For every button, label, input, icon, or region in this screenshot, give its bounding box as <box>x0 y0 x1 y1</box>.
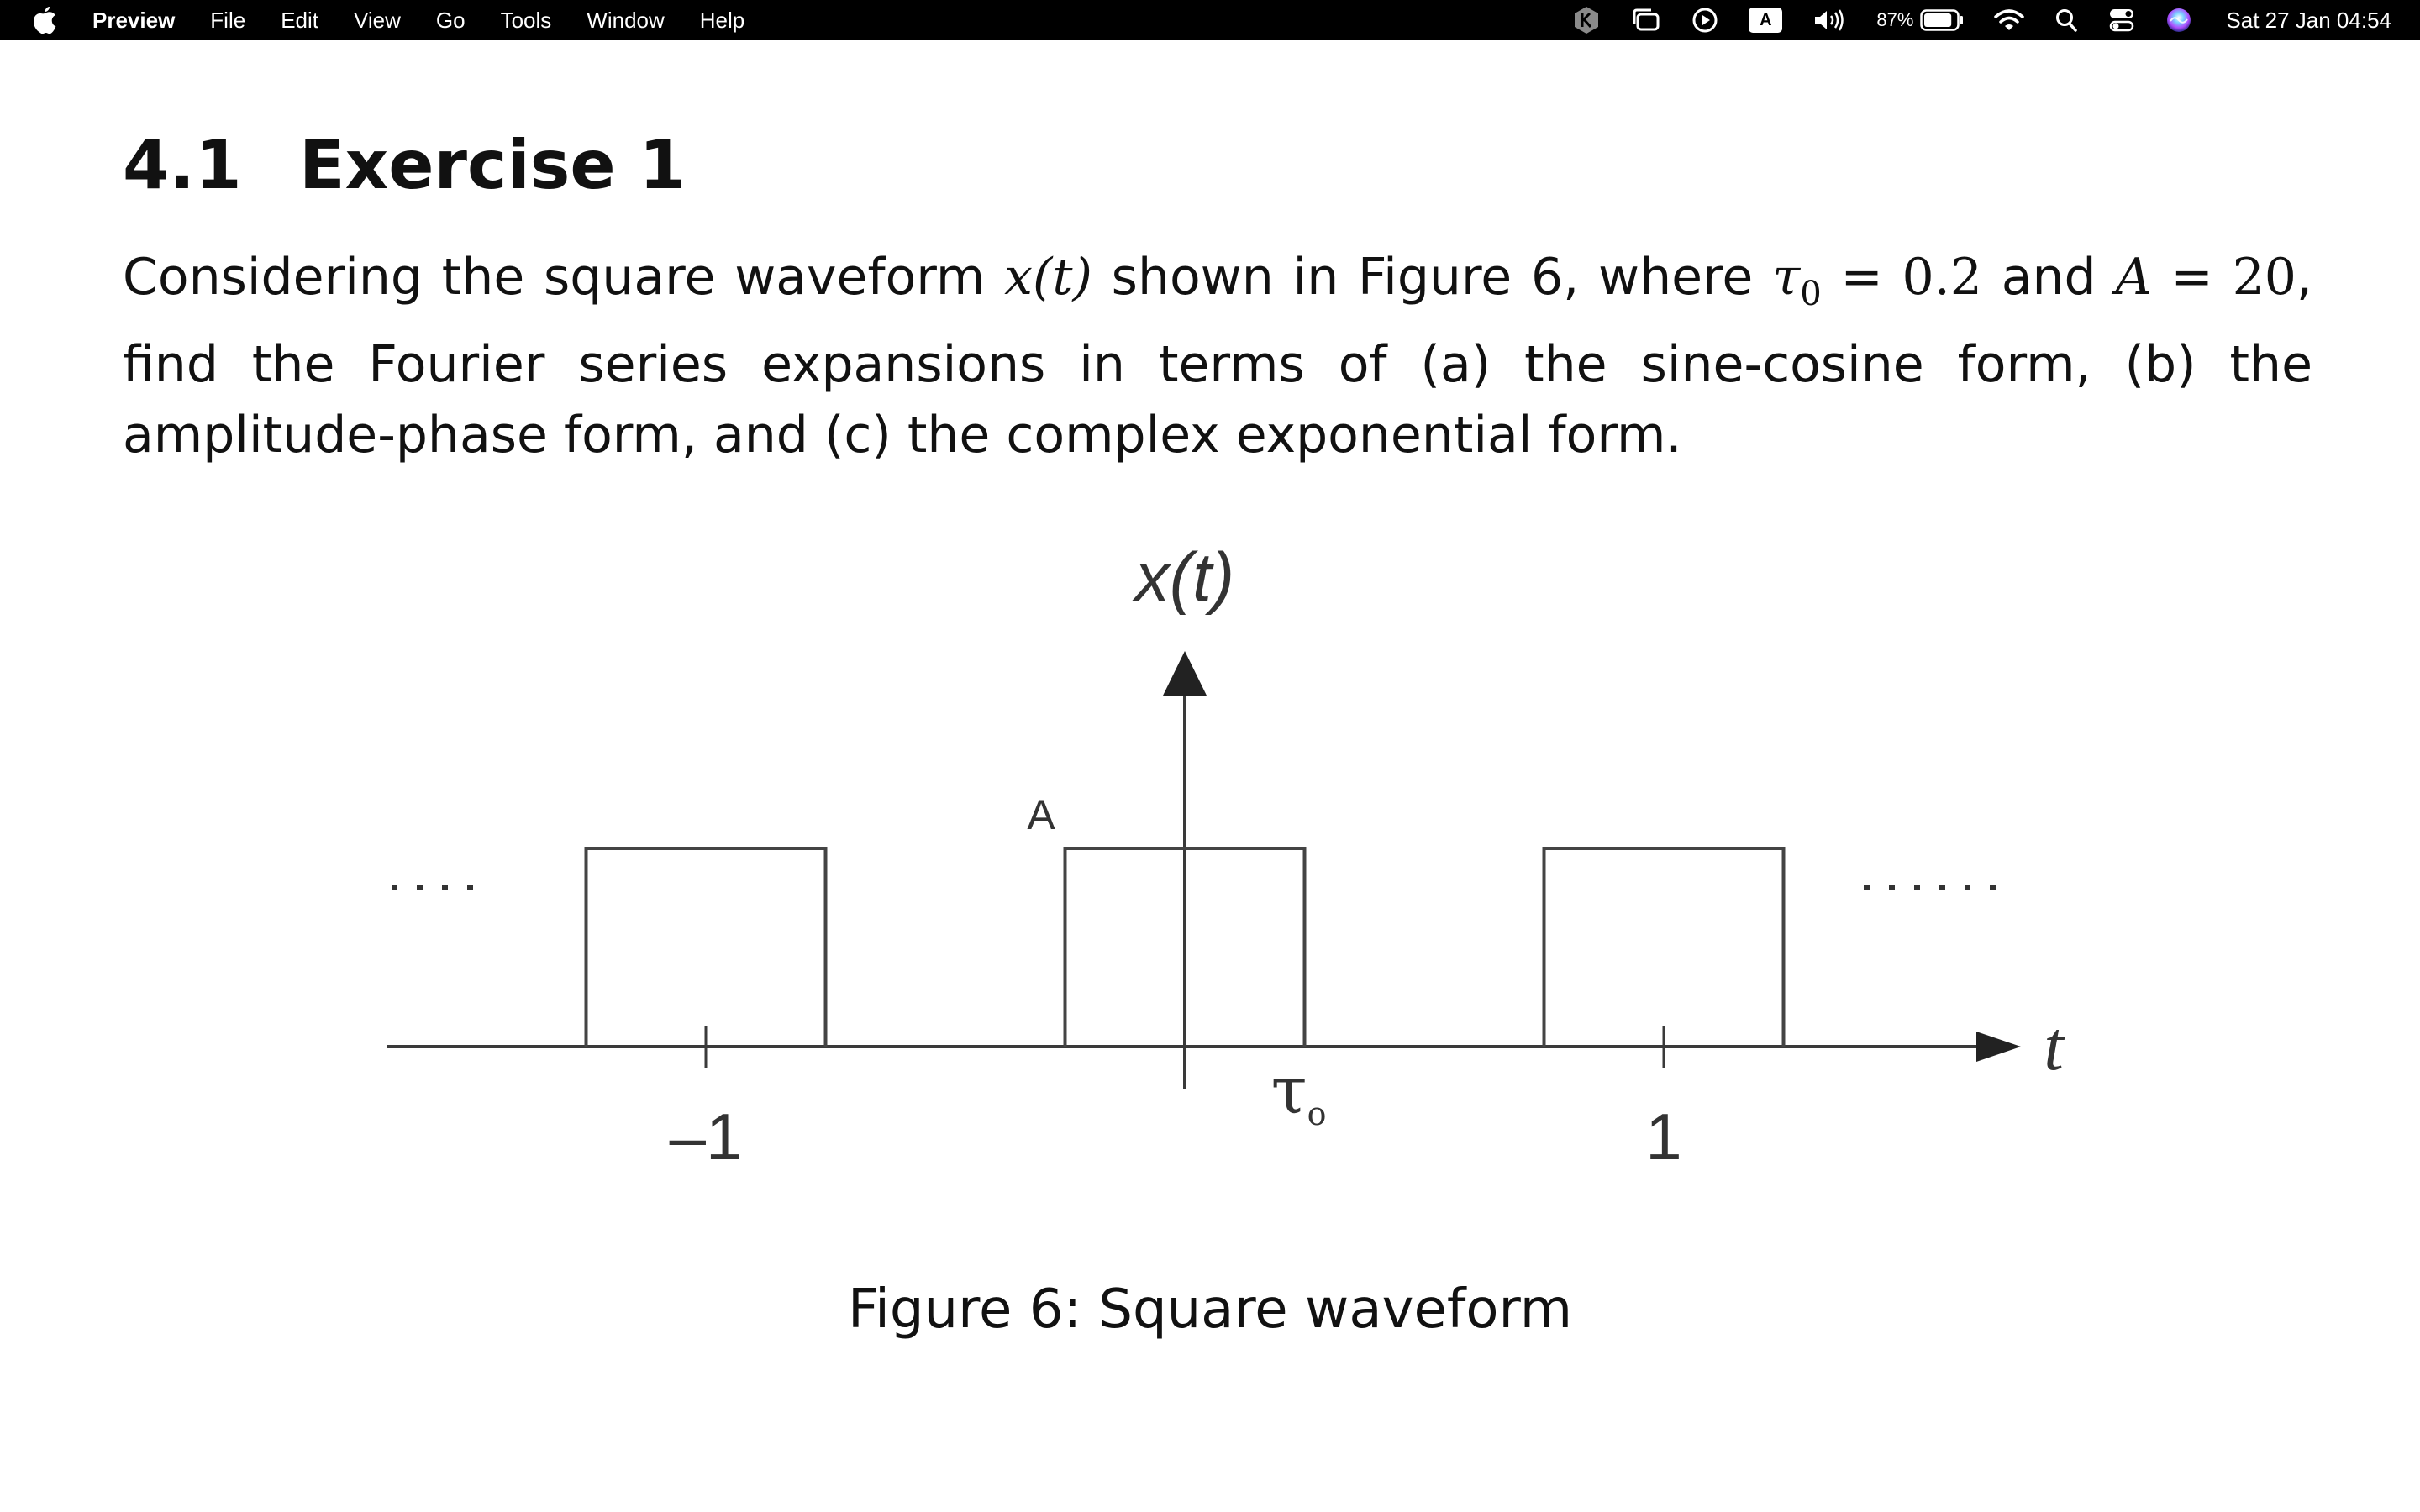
menu-bar <box>0 0 2420 40</box>
section-number: 4.1 <box>123 126 242 204</box>
dot-left-1 <box>392 885 397 890</box>
wifi-icon[interactable] <box>1994 8 2024 32</box>
paragraph-text-2: shown in Figure 6, where <box>1092 248 1773 307</box>
section-title: Exercise 1 <box>299 126 687 204</box>
paragraph-text-3: and <box>1981 248 2116 307</box>
dot-right-4 <box>1939 885 1945 890</box>
x-axis-arrow <box>1976 1032 2021 1062</box>
dot-left-2 <box>417 885 423 890</box>
control-center-icon[interactable] <box>2108 7 2135 34</box>
menu-go[interactable]: Go <box>435 7 466 33</box>
spotlight-search-icon[interactable] <box>2054 8 2078 33</box>
menu-bar-status <box>1542 0 2420 40</box>
dot-right-3 <box>1914 885 1920 890</box>
y-axis-arrow <box>1163 651 1207 696</box>
dot-right-6 <box>1990 885 1996 890</box>
section-heading <box>123 126 686 204</box>
math-tau-subscript: 0 <box>1800 275 1822 313</box>
menu-help[interactable]: Help <box>699 7 745 33</box>
math-tau-value: = 0.2 <box>1821 248 1982 307</box>
continuation-dots-left <box>392 885 473 890</box>
math-amplitude: A <box>2115 248 2152 307</box>
input-source-icon[interactable] <box>1749 8 1782 33</box>
dot-right-2 <box>1889 885 1895 890</box>
amplitude-label: A <box>1027 791 1055 838</box>
math-x-of-t: x(t) <box>1004 248 1092 307</box>
y-axis-label: x(t) <box>1134 539 1235 616</box>
menu-window[interactable]: Window <box>587 7 665 33</box>
pulse-1 <box>587 848 826 1047</box>
window-icon[interactable] <box>1631 8 1661 33</box>
tick-label-one: 1 <box>1645 1100 1682 1173</box>
paragraph-text-4: , find the Fourier series expansions in terms of (a) the sine-cosine form, (b) the amplitude-phase form, and (c) the complex exponential form. <box>123 248 2312 465</box>
volume-icon[interactable] <box>1812 8 1846 33</box>
menu-app-preview[interactable]: Preview <box>92 7 176 33</box>
dot-left-3 <box>442 885 448 890</box>
apple-logo-icon[interactable] <box>32 5 57 35</box>
battery-icon <box>1920 9 1964 31</box>
exercise-paragraph <box>123 242 2312 470</box>
tau-label <box>1271 1053 1327 1132</box>
battery-percent: 87% <box>1876 9 1914 30</box>
play-circle-icon[interactable] <box>1691 7 1718 34</box>
figure-caption: Figure 6: Square waveform <box>847 1278 1573 1341</box>
input-source-label: A <box>1749 8 1782 33</box>
math-tau: τ <box>1772 248 1801 307</box>
x-axis-label: t <box>2044 1007 2064 1085</box>
menu-edit[interactable]: Edit <box>281 7 319 33</box>
menu-view[interactable]: View <box>354 7 401 33</box>
paragraph-text-1: Considering the square waveform <box>123 248 1005 307</box>
keystroke-app-icon[interactable] <box>1572 6 1601 34</box>
siri-icon[interactable] <box>2165 7 2192 34</box>
menu-file[interactable]: File <box>210 7 246 33</box>
continuation-dots-right <box>1864 885 1996 890</box>
pulse-3 <box>1544 848 1784 1047</box>
math-amplitude-value: = 20 <box>2151 248 2296 307</box>
dot-left-4 <box>467 885 473 890</box>
tau-subscript: o <box>1307 1095 1327 1132</box>
tick-label-minus-one: –1 <box>669 1100 743 1173</box>
dot-right-5 <box>1965 885 1970 890</box>
menu-bar-clock[interactable]: Sat 27 Jan 04:54 <box>2226 7 2391 33</box>
battery-status[interactable] <box>1876 9 1964 31</box>
square-waveform-figure <box>370 538 2064 1201</box>
dot-right-1 <box>1864 885 1870 890</box>
menu-tools[interactable]: Tools <box>500 7 552 33</box>
tau-symbol: τ <box>1270 1053 1307 1129</box>
menu-bar-left <box>0 0 780 40</box>
